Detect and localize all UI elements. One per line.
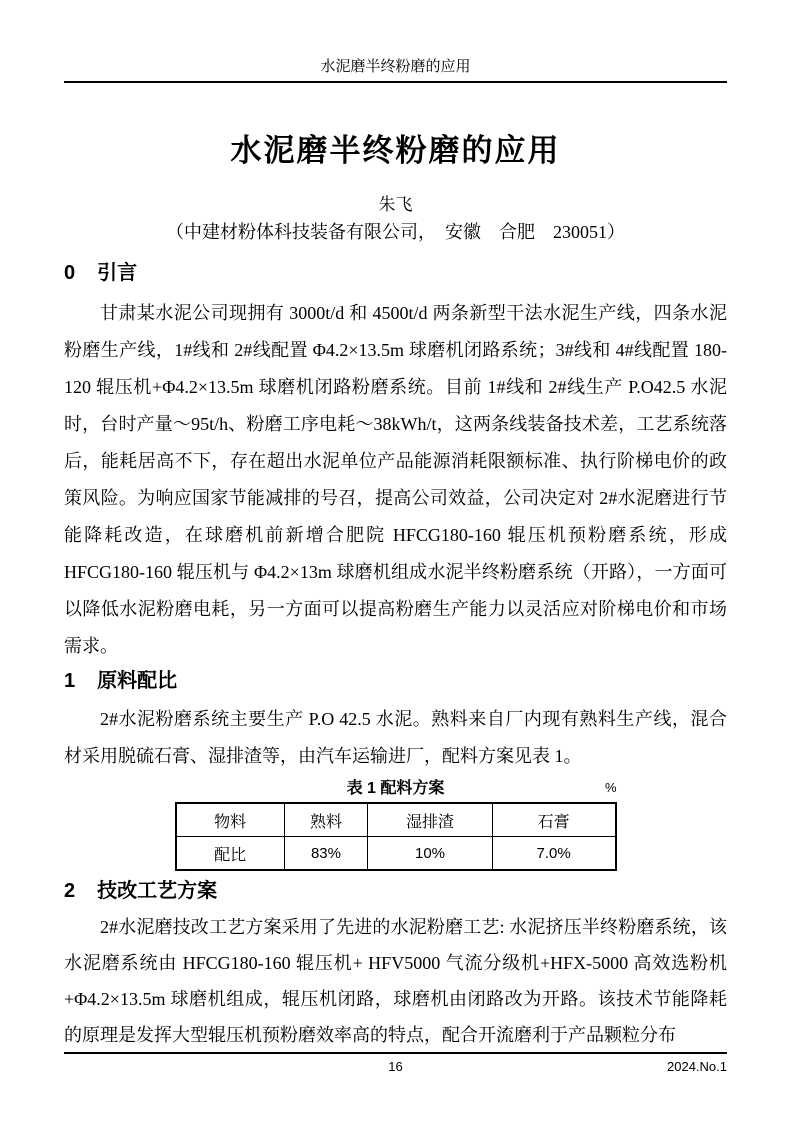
paragraph-raw-material-ratio: 2#水泥粉磨系统主要生产 P.O 42.5 水泥。熟料来自厂内现有熟料生产线，混合材采用脱硫石膏、湿排渣等，由汽车运输进厂，配料方案见表 1。 (64, 709, 727, 766)
section-heading-raw-material-ratio (64, 667, 727, 695)
table1-caption: 表 1 配料方案 (346, 780, 445, 797)
table-cell: 10% (368, 837, 493, 871)
table-cell: 配比 (176, 837, 285, 871)
page-header (64, 58, 727, 83)
table-header-cell: 石膏 (492, 803, 615, 837)
section-heading-process-plan (64, 877, 727, 905)
table1-caption-row (175, 779, 617, 799)
page-number: 16 (388, 1059, 403, 1074)
running-title: 水泥磨半终粉磨的应用 (320, 59, 471, 75)
section-number: 2 (64, 880, 76, 902)
page-footer (64, 1052, 727, 1074)
table-row (176, 837, 616, 871)
section-title: 引言 (97, 262, 138, 284)
author-affiliation: （中建材粉体科技装备有限公司， 安徽 合肥 230051） (166, 222, 625, 242)
author-name: 朱飞 (378, 195, 413, 214)
table1-block (175, 779, 617, 871)
table-header-cell: 熟料 (284, 803, 368, 837)
table-header-cell: 物料 (176, 803, 285, 837)
article-title: 水泥磨半终粉磨的应用 (230, 133, 561, 168)
section-heading-introduction (64, 259, 727, 287)
table1-unit-label: % (604, 780, 617, 795)
table-row (176, 803, 616, 837)
table1-batching-scheme (175, 802, 617, 871)
section-number: 1 (64, 670, 76, 692)
issue-label: 2024.No.1 (667, 1059, 727, 1074)
section-number: 0 (64, 262, 76, 284)
paragraph-introduction: 甘肃某水泥公司现拥有 3000t/d 和 4500t/d 两条新型干法水泥生产线，四条水泥粉磨生产线，1#线和 2#线配置 Φ4.2×13.5m 球磨机闭路系统；3#线和 4#线配置 180-120 辊压机+Φ4.2×13.5m 球磨机闭路粉磨系统。目前 1#线和 2#线生产 P.O42.5 水泥时，台时产量～95t/h、粉磨工序电耗～38kWh/t，这两条线装备技术差，工艺系统落后，能耗居高不下，存在超出水泥单位产品能源消耗限额标准、执行阶梯电价的政策风险。为响应国家节能减排的号召，提高公司效益，公司决定对 2#水泥磨进行节能降耗改造，在球磨机前新增合肥院 HFCG180-160 辊压机预粉磨系统，形成 HFCG180-160 辊压机与 Φ4.2×13m 球磨机组成水泥半终粉磨系统（开路），一方面可以降低水泥粉磨电耗，另一方面可以提高粉磨生产能力以灵活应对阶梯电价和市场需求。 (64, 303, 727, 656)
table-cell: 7.0% (492, 837, 615, 871)
section-title: 原料配比 (97, 670, 178, 692)
paragraph-process-plan: 2#水泥磨技改工艺方案采用了先进的水泥粉磨工艺: 水泥挤压半终粉磨系统，该水泥磨系统由 HFCG180-160 辊压机+ HFV5000 气流分级机+HFX-5000 高效选粉机+Φ4.2×13.5m 球磨机组成，辊压机闭路，球磨机由闭路改为开路。该技术节能降耗的原理是发挥大型辊压机预粉磨效率高的特点，配合开流磨利于产品颗粒分布 (64, 917, 727, 1045)
section-title: 技改工艺方案 (97, 880, 218, 902)
table-cell: 83% (284, 837, 368, 871)
table-header-cell: 湿排渣 (368, 803, 493, 837)
